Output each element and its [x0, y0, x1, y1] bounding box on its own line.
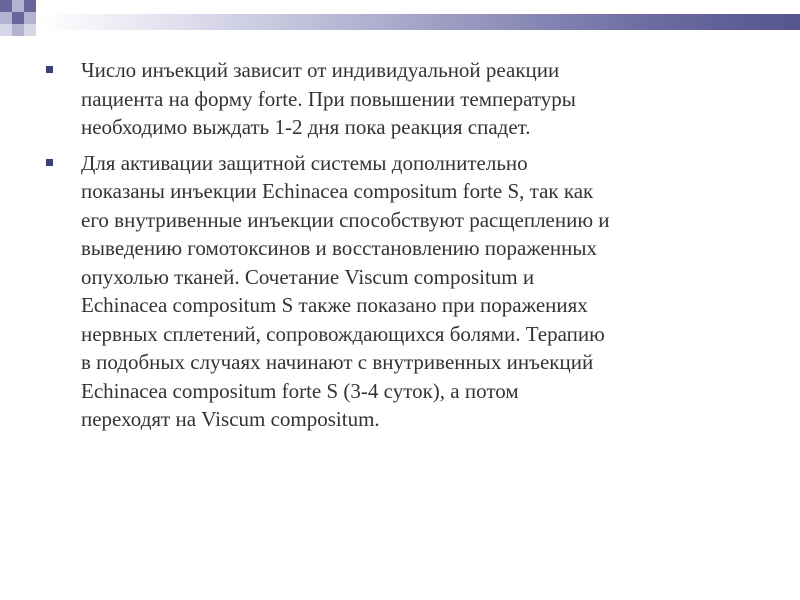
- decor-square: [24, 24, 36, 36]
- decor-square: [12, 24, 24, 36]
- decor-square: [24, 0, 36, 12]
- decor-square: [12, 0, 24, 12]
- square-bullet-icon: [46, 66, 53, 73]
- square-bullet-icon: [46, 159, 53, 166]
- slide-body: [46, 56, 766, 441]
- bullet-item: [46, 149, 766, 434]
- decor-square: [24, 12, 36, 24]
- decor-square: [0, 0, 12, 12]
- decor-square: [0, 24, 12, 36]
- bullet-item: [46, 56, 766, 142]
- bullet-text: Число инъекций зависит от индивидуальной реакции пациента на форму forte. При повышении температуры необходимо выждать 1-2 дня пока реакция спадет.: [81, 58, 576, 139]
- decor-square: [12, 12, 24, 24]
- header-gradient-bar: [40, 14, 800, 30]
- decor-square: [0, 12, 12, 24]
- bullet-text: Для активации защитной системы дополнительно показаны инъекции Echinacea compositum forte S, так как его внутривенные инъекции способствуют расщеплению и выведению гомотоксинов и восстановлению пораженных опухолью тканей. Сочетание Viscum compositum и Echinacea compositum S также показано при поражениях нервных сплетений, сопровождающихся болями. Терапию в подобных случаях начинают с внутривенных инъекций Echinacea compositum forte S (3-4 суток), а потом переходят на Viscum compositum.: [81, 150, 610, 431]
- slide-header-decoration: [0, 0, 800, 48]
